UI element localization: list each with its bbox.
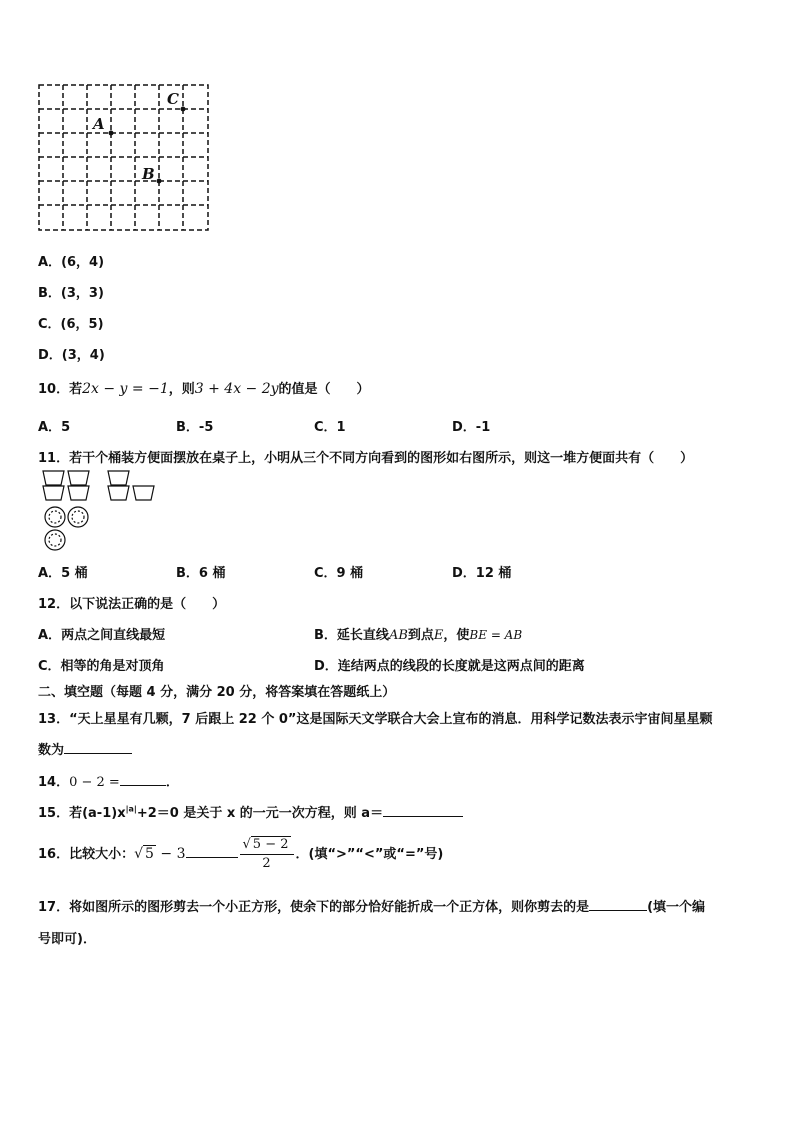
label-b: B [142,165,155,183]
option-text: (6，5) [60,317,104,332]
q17-text: 将如图所示的图形剪去一个小正方形，使余下的部分恰好能折成一个正方体，则你剪去的是 [69,900,590,915]
question-number: 13． [38,712,70,727]
q15-text-post: +2＝0 是关于 x 的一元一次方程，则 a＝ [136,806,384,821]
option-letter: A． [38,255,62,270]
section-title: 二、填空题（每题 4 分，满分 20 分，将答案填在答题纸上） [38,685,396,700]
coordinate-grid-figure [38,84,210,234]
q13-text-2: 数为 [38,743,65,758]
q11-stem [38,447,693,466]
point-b [157,179,162,184]
q10-text-post: 的值是（ ） [278,382,370,397]
q14 [38,771,179,790]
label-a: A [93,115,105,133]
q10-expression-1: 2x − y = −1 [82,381,169,397]
answer-blank[interactable] [589,896,647,911]
q10-option-a: A．5 [38,420,71,435]
q9-option-d [38,344,105,363]
q13-line2 [38,739,132,758]
answer-blank[interactable] [64,739,132,754]
q11-option-d: D．12 桶 [452,566,512,581]
noodle-bucket-views-figure [38,468,162,554]
q12-text: 以下说法正确的是（ ） [69,597,226,612]
q12-option-c: C．相等的角是对顶角 [38,659,165,674]
q13-line1 [38,708,712,727]
option-letter: B． [38,286,61,301]
question-number: 12． [38,597,70,612]
q15-superscript: |a| [125,804,137,814]
question-number: 11． [38,451,70,466]
question-number: 16． [38,847,70,862]
q11-option-c: C．9 桶 [314,566,364,581]
point-a [109,131,114,136]
q17-line1 [38,896,705,915]
q15 [38,802,463,821]
q13-text: “天上星星有几颗，7 后跟上 22 个 0”这是国际天文学联合大会上宣布的消息．用科学记数法表示宇宙间星星颗 [69,712,713,727]
q12-option-b: B．延长直线AB到点E，使BE = AB [314,628,523,643]
label-c: C [167,90,179,108]
q17-line2: 号即可)． [38,932,96,947]
q11-option-a: A．5 桶 [38,566,88,581]
q16-fraction: $\frac{√ 5 - 2}{2}$ [240,836,294,873]
q16-text-pre: 比较大小： [69,847,135,862]
q16-text-post: ．(填“>”“<”或“=”号) [295,847,444,862]
q10-stem [38,378,370,397]
q11-text: 若干个桶装方便面摆放在桌子上，小明从三个不同方向看到的图形如右图所示，则这一堆方便面共有（ ） [69,451,694,466]
answer-blank[interactable] [383,802,463,817]
q14-end: ． [165,775,179,790]
question-number: 14． [38,775,70,790]
option-letter: D． [38,348,62,363]
q11-option-b: B．6 桶 [176,566,226,581]
q10-option-b: B．-5 [176,420,214,435]
q10-expression-2: 3 + 4x − 2y [194,381,279,397]
q16 [38,836,443,873]
option-text: (3，4) [61,348,105,363]
q12-option-a: A．两点之间直线最短 [38,628,166,643]
q14-expression: 0 − 2 = [69,775,120,790]
q10-text-mid: ，则 [168,382,195,397]
q12-stem [38,593,225,612]
question-number: 15． [38,806,70,821]
q16-left-expression: √ 5 − 3 [134,846,186,862]
q10-text-pre: 若 [69,382,83,397]
question-number: 10． [38,382,70,397]
option-text: (6，4) [61,255,105,270]
answer-blank[interactable] [120,771,166,786]
option-letter: C． [38,317,61,332]
q9-option-c [38,313,104,332]
q9-option-b [38,282,104,301]
q12-option-d: D．连结两点的线段的长度就是这两点间的距离 [314,659,585,674]
q10-option-d: D．-1 [452,420,491,435]
option-text: (3，3) [60,286,104,301]
q17-text-end: (填一个编 [647,900,706,915]
point-c [181,107,186,112]
q9-option-a [38,251,104,270]
answer-blank[interactable] [186,843,238,858]
q10-option-c: C．1 [314,420,346,435]
q15-text-pre: 若(a-1)x [69,806,126,821]
question-number: 17． [38,900,70,915]
